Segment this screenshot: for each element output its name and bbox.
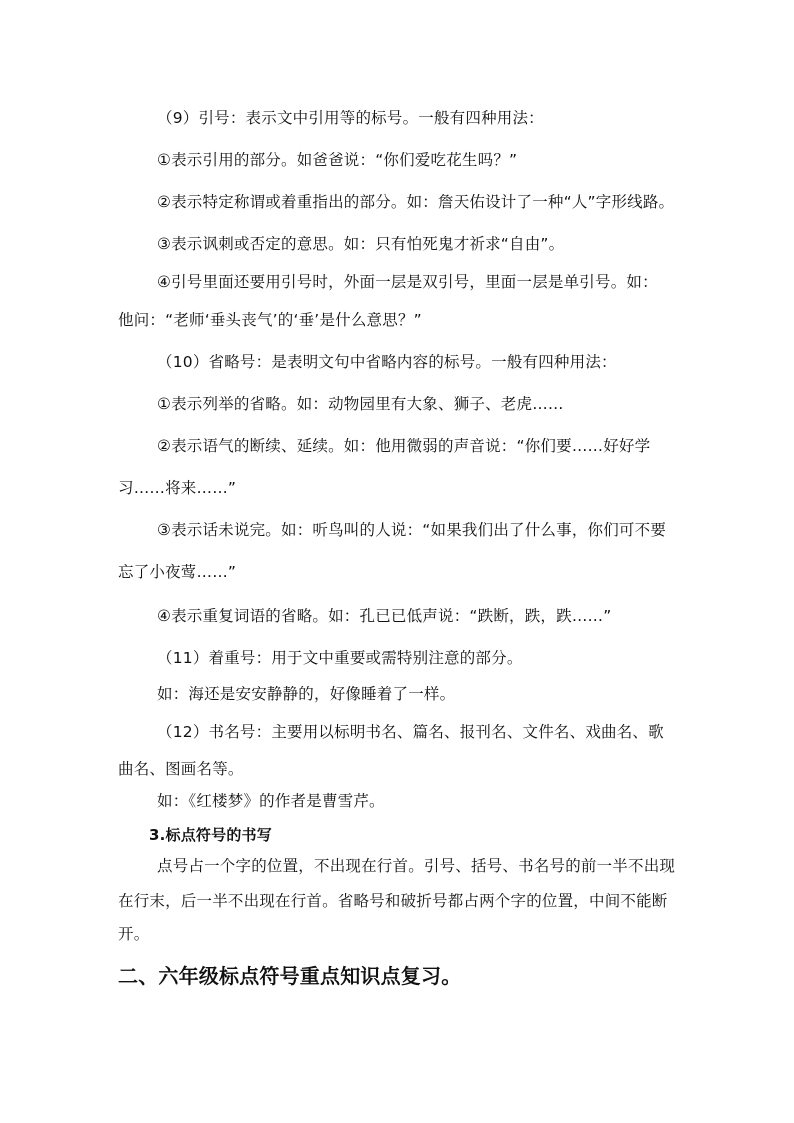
paragraph-ellipsis-usage-2: ②表示语气的断续、延续。如：他用微弱的声音说：“你们要……好好学 [157,437,651,455]
paragraph-quotes-usage-1: ①表示引用的部分。如爸爸说：“你们爱吃花生吗？” [157,151,518,169]
paragraph-title-mark: （12）书名号：主要用以标明书名、篇名、报刊名、文件名、戏曲名、歌 [157,723,664,741]
paragraph-quotes-usage-4-cont: 他问：“老师‘垂头丧气’的‘垂’是什么意思？” [118,311,422,329]
paragraph-ellipsis-usage-2-cont: 习……将来……” [118,479,237,497]
paragraph-quotes-usage-3: ③表示讽刺或否定的意思。如：只有怕死鬼才祈求“自由”。 [157,235,565,253]
paragraph-writing-rules: 点号占一个字的位置，不出现在行首。引号、括号、书名号的前一半不出现 [157,857,676,875]
paragraph-ellipsis-intro: （10）省略号：是表明文句中省略内容的标号。一般有四种用法： [157,353,617,371]
section-subheading: 3.标点符号的书写 [149,826,272,844]
paragraph-quotes-usage-2: ②表示特定称谓或着重指出的部分。如：詹天佑设计了一种“人”字形线路。 [157,193,675,211]
paragraph-title-mark-cont: 曲名、图画名等。 [118,760,244,778]
paragraph-title-mark-example: 如：《红楼梦》的作者是曹雪芹。 [157,792,385,810]
paragraph-ellipsis-usage-3: ③表示话未说完。如：听鸟叫的人说：“如果我们出了什么事，你们可不要 [157,521,667,539]
paragraph-quotes-usage-4: ④引号里面还要用引号时，外面一层是双引号，里面一层是单引号。如： [157,273,658,291]
paragraph-writing-rules-cont-1: 在行末，后一半不出现在行首。省略号和破折号都占两个字的位置，中间不能断 [118,892,668,910]
paragraph-emphasis-mark: （11）着重号：用于文中重要或需特别注意的部分。 [157,649,523,667]
paragraph-quotes-intro: （9）引号：表示文中引用等的标号。一般有四种用法： [157,109,544,127]
paragraph-ellipsis-usage-3-cont: 忘了小夜莺……” [118,563,237,581]
paragraph-emphasis-example: 如：海还是安安静静的，好像睡着了一样。 [157,685,456,703]
paragraph-ellipsis-usage-4: ④表示重复词语的省略。如：孔已已低声说：“跌断，跌，跌……” [157,607,612,625]
paragraph-ellipsis-usage-1: ①表示列举的省略。如：动物园里有大象、狮子、老虎…… [157,395,564,413]
paragraph-writing-rules-cont-2: 开。 [118,925,150,943]
section-heading: 二、六年级标点符号重点知识点复习。 [118,964,462,988]
